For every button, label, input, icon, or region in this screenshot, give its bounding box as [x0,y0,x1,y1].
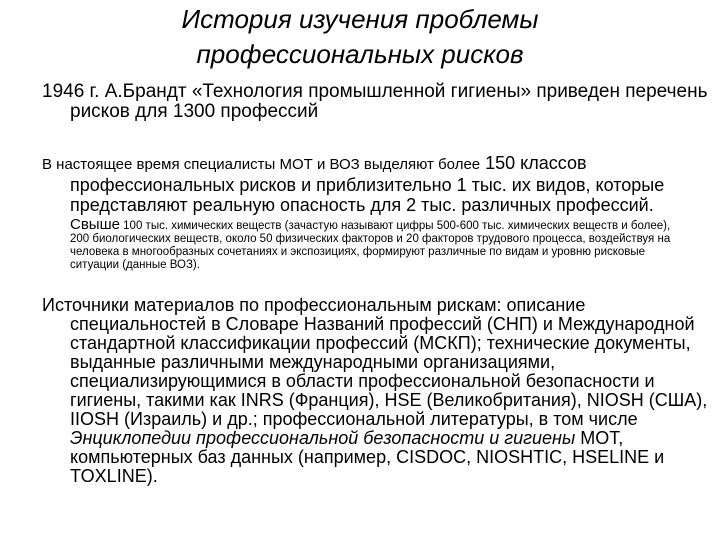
sources-encyclopedia-title: Энциклопедии профессиональной безопасности и гигиены [70,428,576,448]
chemicals-note [42,218,682,272]
risk-classes-main [42,153,682,215]
sources-text-end: МОТ, компьютерных баз данных (например, CISDOC, NIOSHTIC, HSELINE и TOXLINE). [70,428,665,486]
paragraph-risk-classes [42,153,682,272]
risk-classes-lead: В настоящее время специалисты МОТ и ВОЗ выделяют более [42,156,481,173]
chemicals-note-cap: Свыше [70,216,120,233]
paragraph-brandt-text: 1946 г. А.Брандт «Технология промышленной гигиены» приведен перечень рисков для 1300 профессий [42,81,708,122]
slide-title [0,2,720,72]
paragraph-sources [42,296,710,486]
sources-text-start: Источники материалов по профессиональным рискам: описание специальностей в Словаре Названий профессий (СНП) и Международной стандартной классификации профессий (МСКП); технические документы, выданные различными международными организациями, специализирующимися в области профессиональной безопасности и гигиены, такими как INRS (Франция), HSE (Великобритания), NIOSH (США), IIOSH (Израиль) и др.; профессиональной литературы, в том числе [42,295,708,429]
title-line-2: профессиональных рисков [196,39,524,69]
title-line-1: История изучения проблемы [181,4,539,34]
chemicals-note-text: 100 тыс. химических веществ (зачастую называют цифры 500-600 тыс. химических веществ и более), 200 биологических веществ, около 50 физических факторов и 20 факторов трудового процесса, воздействуя на человека в многообразных сочетаниях и экспозициях, формируют различные по видам и уровню рисковые ситуации (данные ВОЗ). [70,220,671,271]
risk-classes-body: 150 классов профессиональных рисков и приблизительно 1 тыс. их видов, которые представляют реальную опасность для 2 тыс. различных профессий. [70,153,665,215]
paragraph-brandt [42,82,710,122]
